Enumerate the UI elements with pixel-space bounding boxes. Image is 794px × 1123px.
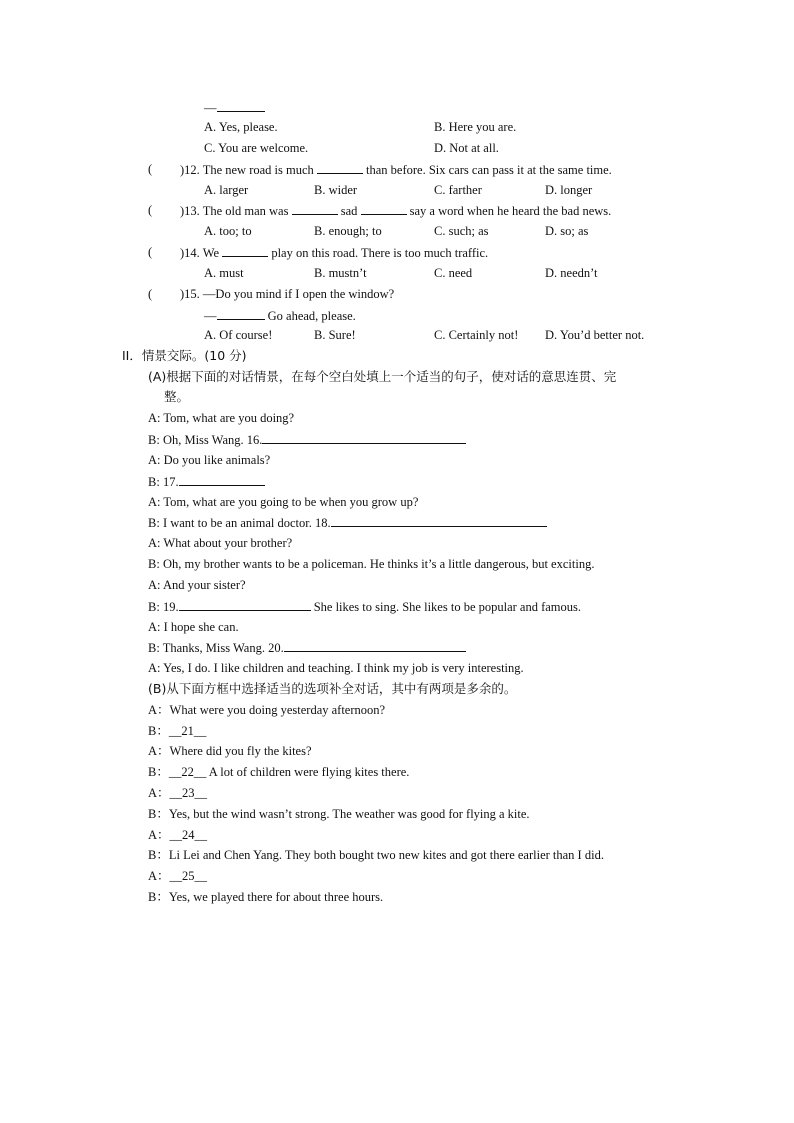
dialog-a-line: B: 17. — [148, 473, 265, 490]
q12-option-b: B. wider — [314, 183, 358, 197]
q13-option-a: A. too; to — [204, 224, 252, 238]
answer-blank[interactable] — [292, 202, 338, 215]
answer-blank-21[interactable]: __21__ — [168, 724, 207, 738]
dialog-b-line: B：Yes, we played there for about three hours. — [148, 890, 384, 904]
q13-stem: )13. The old man was sad say a word when he heard the bad news. — [180, 204, 612, 218]
q12-option-d: D. longer — [545, 183, 593, 197]
dialog-a-line: B: Thanks, Miss Wang. 20. — [148, 639, 466, 656]
dialog-a-line: A: And your sister? — [148, 578, 246, 592]
q14-option-d: D. needn’t — [545, 266, 598, 280]
section-heading: II．情景交际。(10 分) — [122, 348, 247, 363]
answer-blank[interactable] — [217, 307, 265, 320]
q13-option-c: C. such; as — [434, 224, 489, 238]
part-a-instruction-cont: 整。 — [164, 389, 190, 404]
answer-blank[interactable] — [222, 244, 268, 257]
answer-blank-24[interactable]: __24__ — [169, 828, 208, 842]
dialog-a-line: A: I hope she can. — [148, 620, 239, 634]
q15-option-d: D. You’d better not. — [545, 328, 645, 342]
answer-blank[interactable] — [317, 161, 363, 174]
dialog-a-line: A: Tom, what are you going to be when you grow up? — [148, 495, 419, 509]
q11-option-c: C. You are welcome. — [204, 141, 309, 155]
dialog-a-line: B: Oh, my brother wants to be a policeman. He thinks it’s a little dangerous, but exciting. — [148, 557, 595, 571]
dialog-b-line: B：__22__ A lot of children were flying kites there. — [148, 765, 410, 779]
dialog-a-line: B: I want to be an animal doctor. 18. — [148, 514, 547, 531]
dialog-b-line: B：Yes, but the wind wasn’t strong. The weather was good for flying a kite. — [148, 807, 530, 821]
q11-option-b: B. Here you are. — [434, 120, 517, 134]
q12-paren[interactable]: ( — [148, 162, 153, 176]
q15-option-b: B. Sure! — [314, 328, 356, 342]
dialog-b-line: B：__21__ — [148, 724, 207, 738]
answer-blank[interactable] — [284, 639, 466, 652]
q14-paren[interactable]: ( — [148, 245, 153, 259]
dialog-b-line: B：Li Lei and Chen Yang. They both bought two new kites and got there earlier than I did. — [148, 848, 604, 862]
q14-option-c: C. need — [434, 266, 473, 280]
q11-answer-line: — — [204, 99, 265, 116]
q11-option-d: D. Not at all. — [434, 141, 499, 155]
q12-option-a: A. larger — [204, 183, 249, 197]
q14-option-a: A. must — [204, 266, 244, 280]
q12-option-c: C. farther — [434, 183, 482, 197]
dialog-a-line: B: 19. She likes to sing. She likes to be popular and famous. — [148, 600, 582, 614]
answer-blank[interactable] — [179, 598, 311, 611]
dialog-a-line: A: What about your brother? — [148, 536, 293, 550]
q14-option-b: B. mustn’t — [314, 266, 367, 280]
dialog-b-line: A：Where did you fly the kites? — [148, 744, 312, 758]
answer-blank-23[interactable]: __23__ — [169, 786, 208, 800]
q14-stem: )14. We play on this road. There is too much traffic. — [180, 246, 489, 260]
dialog-b-line: A：__25__ — [148, 869, 208, 883]
dialog-a-line: A: Tom, what are you doing? — [148, 411, 295, 425]
answer-blank[interactable] — [179, 473, 265, 486]
dialog-b-line: A：__23__ — [148, 786, 208, 800]
q15-option-c: C. Certainly not! — [434, 328, 519, 342]
q13-option-b: B. enough; to — [314, 224, 382, 238]
q15-paren[interactable]: ( — [148, 287, 153, 301]
answer-blank-25[interactable]: __25__ — [169, 869, 208, 883]
q13-paren[interactable]: ( — [148, 203, 153, 217]
q15-stem: )15. —Do you mind if I open the window? — [180, 287, 395, 301]
dialog-b-line: A：What were you doing yesterday afternoon? — [148, 703, 386, 717]
q15-answer-line: — Go ahead, please. — [204, 309, 356, 323]
dialog-b-line: A：__24__ — [148, 828, 208, 842]
answer-blank[interactable] — [361, 202, 407, 215]
dialog-a-line: B: Oh, Miss Wang. 16. — [148, 431, 466, 448]
answer-blank[interactable] — [262, 431, 466, 444]
part-a-instruction: (A)根据下面的对话情景，在每个空白处填上一个适当的句子，使对话的意思连贯、完 — [148, 369, 617, 384]
answer-blank-22[interactable]: __22__ — [168, 765, 207, 779]
q11-option-a: A. Yes, please. — [204, 120, 278, 134]
part-b-instruction: (B)从下面方框中选择适当的选项补全对话，其中有两项是多余的。 — [148, 681, 517, 696]
q15-option-a: A. Of course! — [204, 328, 273, 342]
q13-option-d: D. so; as — [545, 224, 589, 238]
dialog-a-line: A: Yes, I do. I like children and teaching. I think my job is very interesting. — [148, 661, 524, 675]
answer-blank[interactable] — [331, 514, 547, 527]
q12-stem: )12. The new road is much than before. Six cars can pass it at the same time. — [180, 163, 612, 177]
dialog-a-line: A: Do you like animals? — [148, 453, 271, 467]
answer-blank[interactable] — [217, 99, 265, 112]
